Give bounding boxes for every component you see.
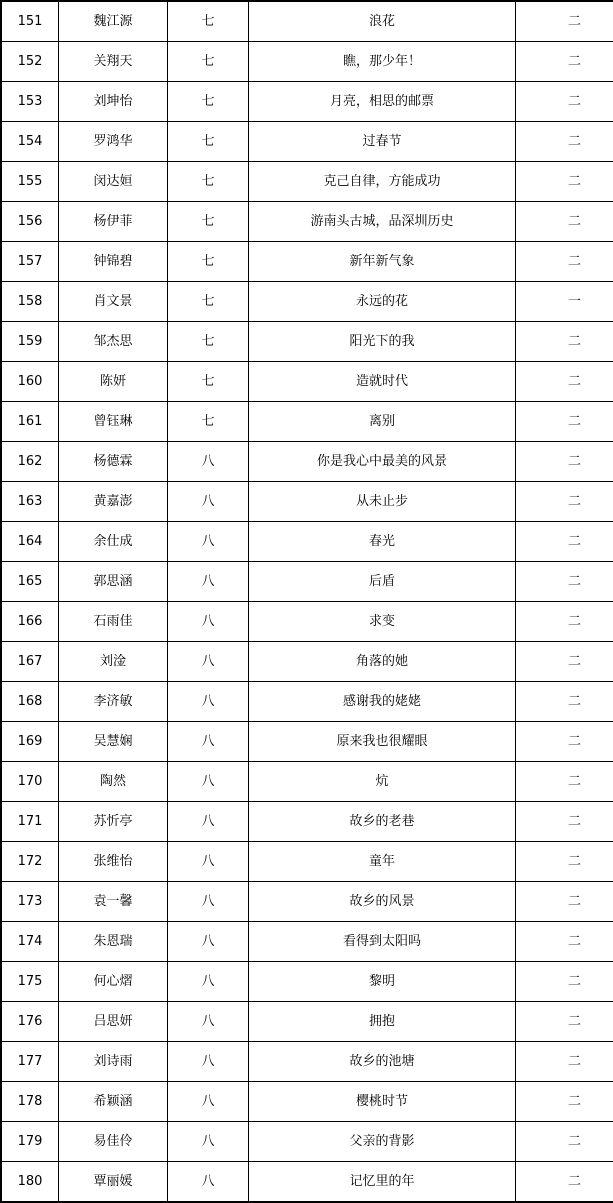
table-row (1, 802, 613, 842)
cell-index: 162 (1, 442, 59, 482)
cell-award: 二 (516, 1042, 613, 1082)
cell-index: 159 (1, 322, 59, 362)
cell-index: 172 (1, 842, 59, 882)
cell-award: 二 (516, 602, 613, 642)
cell-name: 杨伊菲 (59, 202, 168, 242)
cell-index: 160 (1, 362, 59, 402)
cell-grade: 八 (168, 762, 249, 802)
cell-name: 苏忻亭 (59, 802, 168, 842)
cell-index: 176 (1, 1002, 59, 1042)
cell-title: 求变 (249, 602, 516, 642)
cell-index: 177 (1, 1042, 59, 1082)
table-row (1, 682, 613, 722)
cell-award: 二 (516, 1122, 613, 1162)
cell-name: 杨德霖 (59, 442, 168, 482)
cell-name: 钟锦碧 (59, 242, 168, 282)
table-row (1, 82, 613, 122)
cell-index: 171 (1, 802, 59, 842)
cell-grade: 八 (168, 522, 249, 562)
cell-award: 二 (516, 482, 613, 522)
cell-title: 后盾 (249, 562, 516, 602)
cell-name: 吕思妍 (59, 1002, 168, 1042)
cell-name: 石雨佳 (59, 602, 168, 642)
table-row (1, 962, 613, 1002)
cell-index: 168 (1, 682, 59, 722)
cell-award: 二 (516, 322, 613, 362)
cell-grade: 八 (168, 802, 249, 842)
cell-index: 167 (1, 642, 59, 682)
cell-name: 闵达姮 (59, 162, 168, 202)
cell-award: 二 (516, 1, 613, 42)
cell-title: 月亮，相思的邮票 (249, 82, 516, 122)
cell-index: 164 (1, 522, 59, 562)
table-row (1, 282, 613, 322)
table-row (1, 402, 613, 442)
cell-name: 肖文景 (59, 282, 168, 322)
cell-index: 153 (1, 82, 59, 122)
cell-title: 拥抱 (249, 1002, 516, 1042)
table-row (1, 1042, 613, 1082)
cell-index: 161 (1, 402, 59, 442)
cell-award: 二 (516, 1002, 613, 1042)
table-row (1, 1162, 613, 1203)
cell-name: 陶然 (59, 762, 168, 802)
cell-name: 易佳伶 (59, 1122, 168, 1162)
cell-index: 174 (1, 922, 59, 962)
cell-grade: 八 (168, 922, 249, 962)
cell-name: 陈妍 (59, 362, 168, 402)
cell-grade: 七 (168, 1, 249, 42)
cell-index: 157 (1, 242, 59, 282)
cell-award: 二 (516, 882, 613, 922)
cell-title: 炕 (249, 762, 516, 802)
cell-index: 165 (1, 562, 59, 602)
table-row (1, 882, 613, 922)
table-row (1, 922, 613, 962)
cell-title: 看得到太阳吗 (249, 922, 516, 962)
cell-grade: 八 (168, 962, 249, 1002)
cell-grade: 八 (168, 442, 249, 482)
table-row (1, 562, 613, 602)
table-row (1, 122, 613, 162)
cell-award: 二 (516, 1162, 613, 1203)
cell-grade: 七 (168, 42, 249, 82)
cell-award: 二 (516, 42, 613, 82)
cell-index: 169 (1, 722, 59, 762)
table-row (1, 1002, 613, 1042)
cell-award: 二 (516, 562, 613, 602)
cell-index: 151 (1, 1, 59, 42)
cell-award: 二 (516, 442, 613, 482)
cell-grade: 八 (168, 1042, 249, 1082)
cell-index: 158 (1, 282, 59, 322)
cell-title: 从未止步 (249, 482, 516, 522)
table-body (1, 1, 613, 1202)
cell-award: 二 (516, 202, 613, 242)
cell-title: 阳光下的我 (249, 322, 516, 362)
table-row (1, 322, 613, 362)
cell-name: 朱恩瑞 (59, 922, 168, 962)
table-row (1, 1, 613, 42)
cell-name: 魏江源 (59, 1, 168, 42)
cell-title: 樱桃时节 (249, 1082, 516, 1122)
table-row (1, 722, 613, 762)
table-row (1, 762, 613, 802)
cell-award: 二 (516, 82, 613, 122)
cell-award: 二 (516, 962, 613, 1002)
cell-index: 170 (1, 762, 59, 802)
cell-name: 刘淦 (59, 642, 168, 682)
cell-title: 春光 (249, 522, 516, 562)
cell-title: 你是我心中最美的风景 (249, 442, 516, 482)
cell-title: 克己自律，方能成功 (249, 162, 516, 202)
cell-title: 父亲的背影 (249, 1122, 516, 1162)
cell-title: 造就时代 (249, 362, 516, 402)
cell-name: 刘坤怡 (59, 82, 168, 122)
cell-name: 余仕成 (59, 522, 168, 562)
cell-index: 173 (1, 882, 59, 922)
cell-award: 二 (516, 762, 613, 802)
table-row (1, 362, 613, 402)
cell-index: 152 (1, 42, 59, 82)
cell-name: 黄嘉澎 (59, 482, 168, 522)
table-row (1, 1082, 613, 1122)
cell-index: 163 (1, 482, 59, 522)
cell-grade: 七 (168, 162, 249, 202)
table-row (1, 482, 613, 522)
cell-title: 故乡的老巷 (249, 802, 516, 842)
cell-title: 角落的她 (249, 642, 516, 682)
table-row (1, 202, 613, 242)
cell-grade: 八 (168, 642, 249, 682)
cell-title: 记忆里的年 (249, 1162, 516, 1203)
cell-name: 曾钰琳 (59, 402, 168, 442)
cell-award: 二 (516, 802, 613, 842)
cell-title: 新年新气象 (249, 242, 516, 282)
cell-grade: 七 (168, 282, 249, 322)
table-row (1, 842, 613, 882)
cell-grade: 八 (168, 682, 249, 722)
cell-grade: 七 (168, 82, 249, 122)
cell-name: 袁一馨 (59, 882, 168, 922)
cell-award: 二 (516, 842, 613, 882)
cell-title: 黎明 (249, 962, 516, 1002)
table-row (1, 42, 613, 82)
cell-title: 离别 (249, 402, 516, 442)
cell-grade: 八 (168, 842, 249, 882)
cell-award: 二 (516, 682, 613, 722)
cell-award: 二 (516, 162, 613, 202)
cell-grade: 七 (168, 122, 249, 162)
table-row (1, 642, 613, 682)
cell-grade: 八 (168, 482, 249, 522)
cell-award: 二 (516, 122, 613, 162)
cell-index: 180 (1, 1162, 59, 1203)
cell-name: 刘诗雨 (59, 1042, 168, 1082)
cell-index: 179 (1, 1122, 59, 1162)
cell-grade: 八 (168, 1122, 249, 1162)
cell-grade: 八 (168, 1002, 249, 1042)
table-row (1, 1122, 613, 1162)
cell-name: 邹杰思 (59, 322, 168, 362)
cell-title: 故乡的池塘 (249, 1042, 516, 1082)
table-row (1, 522, 613, 562)
cell-title: 永远的花 (249, 282, 516, 322)
cell-name: 覃丽媛 (59, 1162, 168, 1203)
cell-name: 希颖涵 (59, 1082, 168, 1122)
cell-index: 155 (1, 162, 59, 202)
cell-index: 175 (1, 962, 59, 1002)
cell-grade: 七 (168, 242, 249, 282)
cell-grade: 八 (168, 882, 249, 922)
table-row (1, 442, 613, 482)
cell-award: 二 (516, 922, 613, 962)
cell-name: 吴慧娴 (59, 722, 168, 762)
cell-grade: 八 (168, 602, 249, 642)
cell-award: 二 (516, 402, 613, 442)
cell-grade: 七 (168, 322, 249, 362)
cell-title: 原来我也很耀眼 (249, 722, 516, 762)
cell-title: 故乡的风景 (249, 882, 516, 922)
cell-title: 浪花 (249, 1, 516, 42)
cell-name: 郭思涵 (59, 562, 168, 602)
cell-index: 156 (1, 202, 59, 242)
cell-award: 二 (516, 642, 613, 682)
cell-grade: 八 (168, 722, 249, 762)
cell-award: 二 (516, 1082, 613, 1122)
cell-index: 154 (1, 122, 59, 162)
cell-name: 关翔天 (59, 42, 168, 82)
cell-name: 李济敏 (59, 682, 168, 722)
cell-grade: 八 (168, 1162, 249, 1203)
cell-award: 二 (516, 242, 613, 282)
cell-award: 二 (516, 362, 613, 402)
cell-name: 张维怡 (59, 842, 168, 882)
table-row (1, 242, 613, 282)
cell-grade: 七 (168, 362, 249, 402)
cell-index: 166 (1, 602, 59, 642)
cell-grade: 七 (168, 202, 249, 242)
cell-grade: 七 (168, 402, 249, 442)
cell-award: 一 (516, 282, 613, 322)
cell-award: 二 (516, 522, 613, 562)
table-row (1, 602, 613, 642)
table-row (1, 162, 613, 202)
cell-grade: 八 (168, 562, 249, 602)
cell-grade: 八 (168, 1082, 249, 1122)
cell-title: 瞧，那少年！ (249, 42, 516, 82)
cell-name: 何心熠 (59, 962, 168, 1002)
cell-name: 罗鸿华 (59, 122, 168, 162)
cell-award: 二 (516, 722, 613, 762)
cell-title: 感谢我的姥姥 (249, 682, 516, 722)
cell-title: 过春节 (249, 122, 516, 162)
cell-title: 游南头古城，品深圳历史 (249, 202, 516, 242)
cell-index: 178 (1, 1082, 59, 1122)
cell-title: 童年 (249, 842, 516, 882)
